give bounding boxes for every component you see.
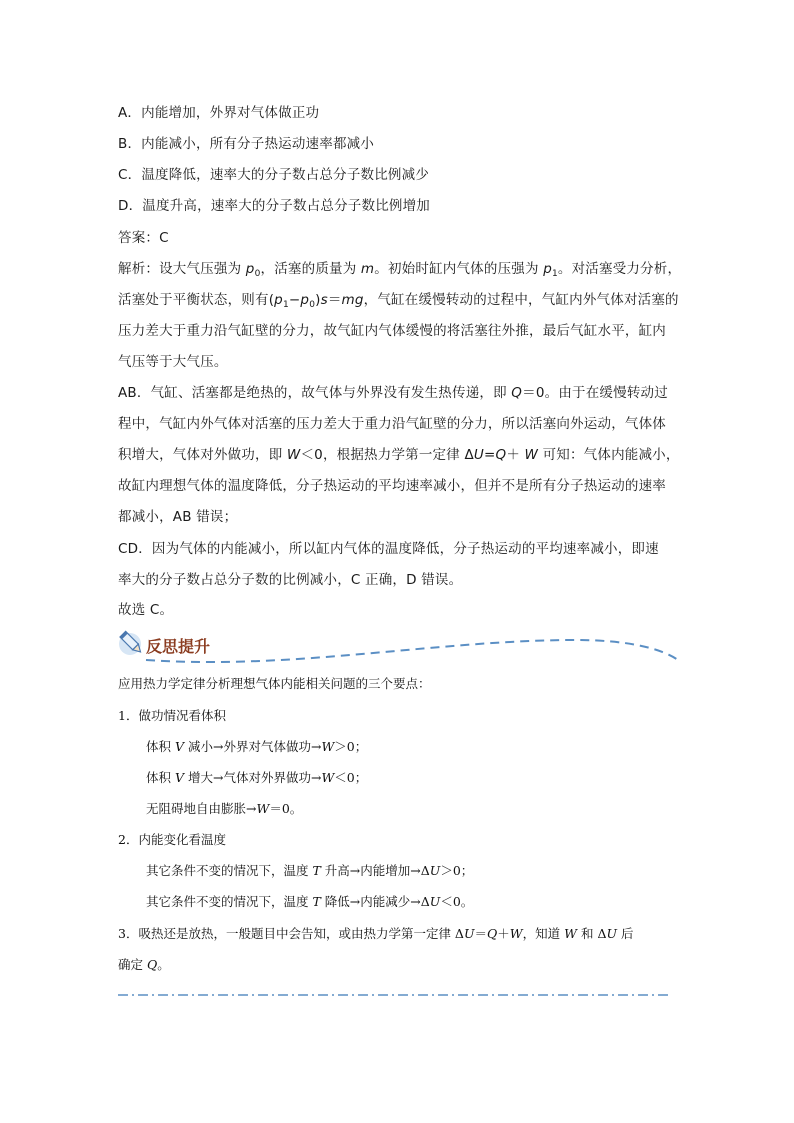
section-divider xyxy=(118,992,674,998)
point-1-line-c: 无阻碍地自由膨胀→W＝0。 xyxy=(146,801,303,816)
point-2-line-a: 其它条件不变的情况下，温度 T 升高→内能增加→ΔU＞0； xyxy=(146,863,474,878)
answer: 答案：C xyxy=(118,230,169,246)
point-2-line-b: 其它条件不变的情况下，温度 T 降低→内能减少→ΔU＜0。 xyxy=(146,894,474,909)
point-1-line-b: 体积 V 增大→气体对外界做功→W＜0； xyxy=(146,770,368,785)
ab-line-2: 程中，气缸内外气体对活塞的压力差大于重力沿气缸壁的分力，所以活塞向外运动，气体体 xyxy=(118,416,666,432)
section-title: 反思提升 xyxy=(146,637,211,656)
ab-line-1: AB．气缸、活塞都是绝热的，故气体与外界没有发生热传递，即 Q＝0。由于在缓慢转动过 xyxy=(118,385,668,401)
reflection-intro: 应用热力学定律分析理想气体内能相关问题的三个要点： xyxy=(118,676,431,691)
option-d: D．温度升高，速率大的分子数占总分子数比例增加 xyxy=(118,198,430,214)
cd-line-2: 率大的分子数占总分子数的比例减小，C 正确，D 错误。 xyxy=(118,572,463,588)
option-a: A．内能增加，外界对气体做正功 xyxy=(118,105,320,121)
point-1-line-a: 体积 V 减小→外界对气体做功→W＞0； xyxy=(146,739,368,754)
conclusion: 故选 C。 xyxy=(118,602,174,618)
analysis-line-1: 解析：设大气压强为 $p_0$，活塞的质量为 m。初始时缸内气体的压强为 $p_1$。对活塞受力分析， xyxy=(118,261,682,279)
point-3-line-2: 确定 Q。 xyxy=(118,957,170,972)
point-3-line-1: 3．吸热还是放热，一般题目中会告知，或由热力学第一定律 ΔU＝Q＋W，知道 W 和 ΔU 后 xyxy=(118,926,634,941)
ab-line-5: 都减小，AB 错误； xyxy=(118,509,238,525)
option-b: B．内能减小，所有分子热运动速率都减小 xyxy=(118,136,375,152)
ab-line-3: 积增大，气体对外做功，即 W＜0，根据热力学第一定律 ΔU=Q＋ W 可知：气体内能减小， xyxy=(118,447,680,463)
analysis-line-4: 气压等于大气压。 xyxy=(118,354,228,370)
option-c: C．温度降低，速率大的分子数占总分子数比例减少 xyxy=(118,167,430,183)
analysis-line-3: 压力差大于重力沿气缸壁的分力，故气缸内气体缓慢的将活塞往外推，最后气缸水平，缸内 xyxy=(118,323,666,339)
ab-line-4: 故缸内理想气体的温度降低，分子热运动的平均速率减小，但并不是所有分子热运动的速率 xyxy=(118,478,666,494)
pencil-icon xyxy=(118,628,146,658)
cd-line-1: CD．因为气体的内能减小，所以缸内气体的温度降低，分子热运动的平均速率减小，即速 xyxy=(118,541,659,557)
analysis-line-2: 活塞处于平衡状态，则有$(p_1-p_0)s=mg$，气缸在缓慢转动的过程中，气缸内外气体对活塞的 xyxy=(118,292,679,310)
point-2-heading: 2．内能变化看温度 xyxy=(118,832,226,847)
point-1-heading: 1．做功情况看体积 xyxy=(118,708,226,723)
